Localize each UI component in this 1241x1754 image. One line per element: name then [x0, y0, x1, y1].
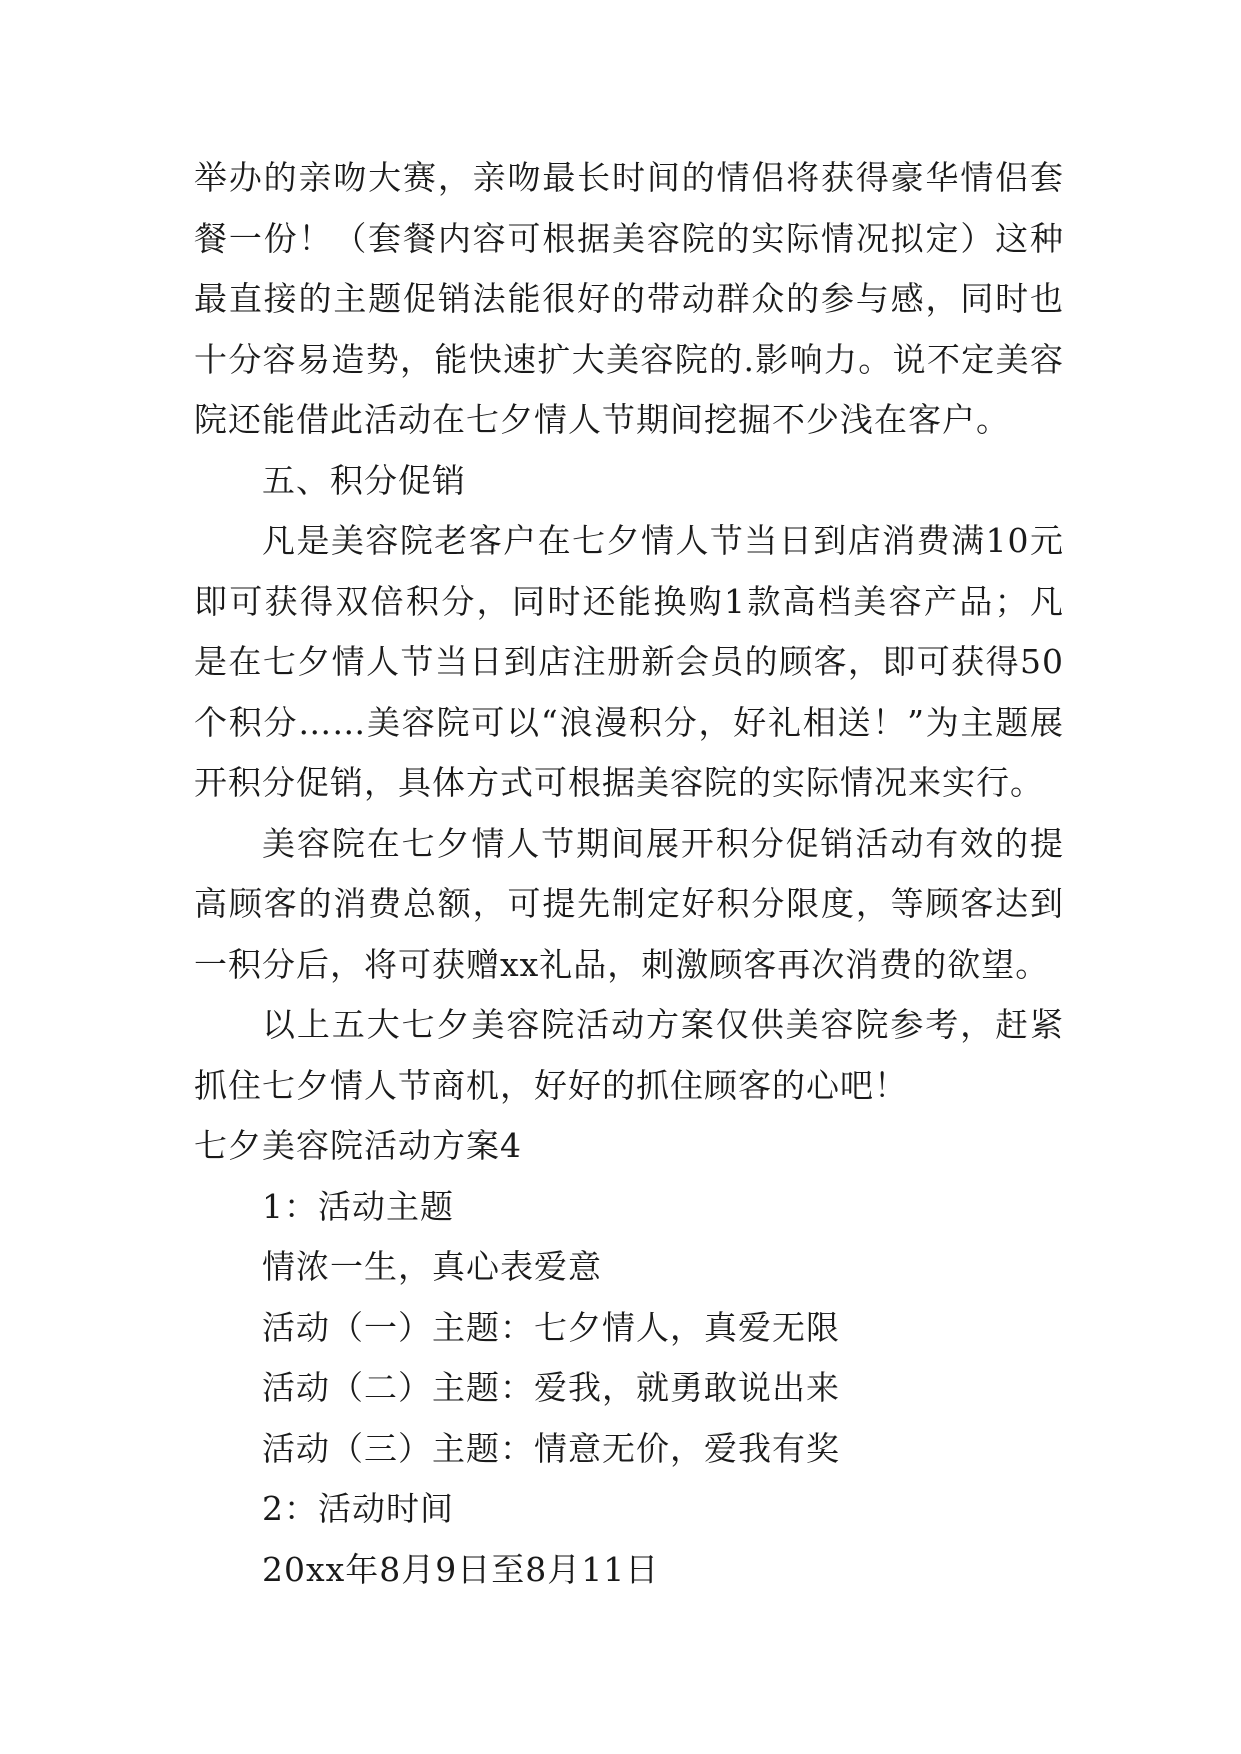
paragraph-points-benefit: 美容院在七夕情人节期间展开积分促销活动有效的提高顾客的消费总额，可提先制定好积分限度，等顾客达到一积分后，将可获赠xx礼品，刺激顾客再次消费的欲望。 — [194, 823, 1064, 984]
item-activity-theme: 1：活动主题 — [262, 1186, 454, 1226]
item-activity-time: 2：活动时间 — [262, 1489, 454, 1528]
document-body — [194, 148, 1064, 1600]
activity-one-theme: 活动（一）主题：七夕情人，真爱无限 — [262, 1307, 840, 1347]
paragraph-kiss-contest: 举办的亲吻大赛，亲吻最长时间的情侣将获得豪华情侣套餐一份！（套餐内容可根据美容院的实际情况拟定）这种最直接的主题促销法能很好的带动群众的参与感，同时也十分容易造势，能快速扩大美容院的.影响力。说不定美容院还能借此活动在七夕情人节期间挖掘不少浅在客户。 — [194, 158, 1064, 439]
activity-two-theme: 活动（二）主题：爱我，就勇敢说出来 — [262, 1368, 840, 1407]
paragraph-conclusion: 以上五大七夕美容院活动方案仅供美容院参考，赶紧抓住七夕情人节商机，好好的抓住顾客的心吧！ — [194, 1005, 1064, 1105]
paragraph-points-rules: 凡是美容院老客户在七夕情人节当日到店消费满10元即可获得双倍积分，同时还能换购1款高档美容产品；凡是在七夕情人节当日到店注册新会员的顾客，即可获得50个积分……美容院可以“浪漫积分，好礼相送！”为主题展开积分促销，具体方式可根据美容院的实际情况来实行。 — [194, 521, 1064, 802]
activity-date-range: 20xx年8月9日至8月11日 — [262, 1549, 660, 1589]
activity-three-theme: 活动（三）主题：情意无价，爱我有奖 — [262, 1428, 840, 1468]
theme-slogan: 情浓一生，真心表爱意 — [262, 1247, 602, 1286]
section-heading-points-promotion: 五、积分促销 — [262, 460, 466, 500]
plan-title: 七夕美容院活动方案4 — [194, 1126, 522, 1165]
